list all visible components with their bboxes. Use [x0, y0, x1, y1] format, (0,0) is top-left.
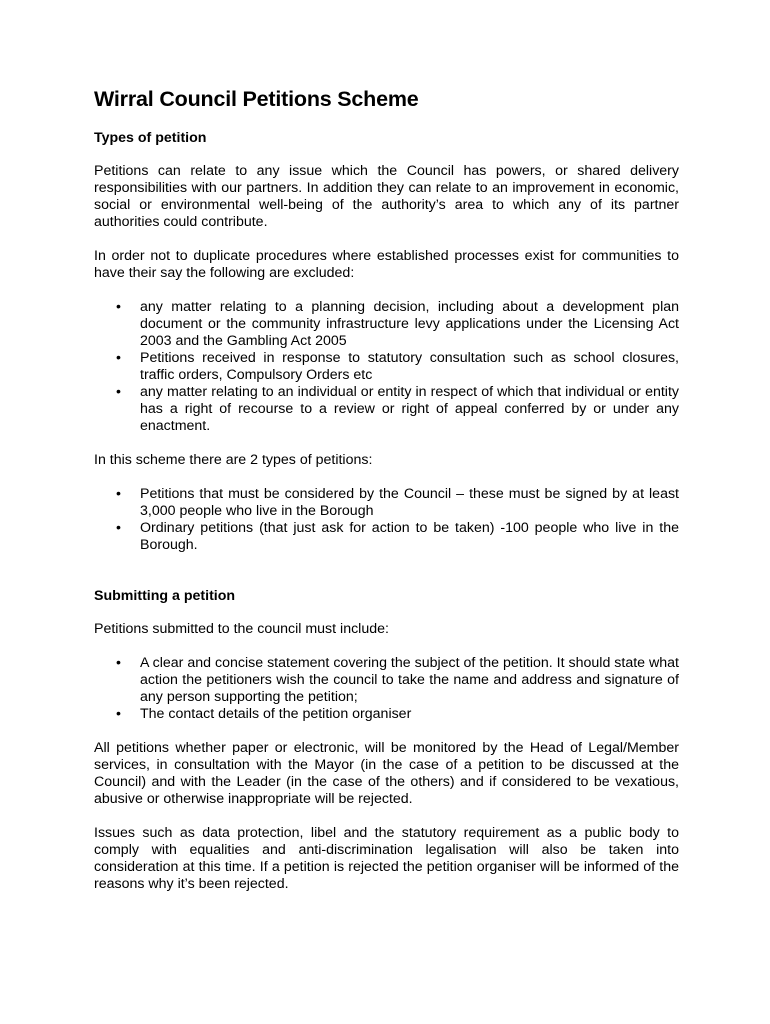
- list-item: [94, 299, 679, 350]
- paragraph-types-intro: In this scheme there are 2 types of petitions:: [94, 452, 373, 468]
- list-item: [94, 655, 679, 706]
- bullet-icon: •: [116, 520, 121, 536]
- list-item: [94, 384, 679, 435]
- list-item-text: A clear and concise statement covering the subject of the petition. It should state what action the petitioners wish the council to take the name and address and signature of any person supporting the petition;: [140, 655, 679, 705]
- petition-types-list: [94, 486, 679, 554]
- list-item-text: Petitions received in response to statutory consultation such as school closures, traffic orders, Compulsory Orders etc: [140, 350, 679, 383]
- list-item-text: Petitions that must be considered by the Council – these must be signed by at least 3,000 people who live in the Borough: [140, 486, 679, 519]
- list-item-text: Ordinary petitions (that just ask for action to be taken) -100 people who live in the Borough.: [140, 520, 679, 553]
- bullet-icon: •: [116, 350, 121, 366]
- document-page: [94, 86, 679, 910]
- list-item: [94, 706, 679, 723]
- paragraph-rejection: Issues such as data protection, libel and the statutory requirement as a public body to comply with equalities and anti-discrimination legalisation will also be taken into consideration at this time. If a petition is rejected the petition organiser will be informed of the reasons why it’s been rejected.: [94, 825, 679, 892]
- section-heading-submitting: Submitting a petition: [94, 588, 236, 604]
- paragraph-submission-intro: Petitions submitted to the council must include:: [94, 621, 389, 637]
- list-item: [94, 486, 679, 520]
- bullet-icon: •: [116, 486, 121, 502]
- bullet-icon: •: [116, 706, 121, 722]
- list-item-text: any matter relating to a planning decision, including about a development plan document or the community infrastructure levy applications under the Licensing Act 2003 and the Gambling Act 2005: [140, 299, 679, 349]
- list-item: [94, 350, 679, 384]
- excluded-list: [94, 299, 679, 435]
- paragraph-exclusions-intro: In order not to duplicate procedures where established processes exist for communities to have their say the following are excluded:: [94, 248, 679, 281]
- bullet-icon: •: [116, 655, 121, 671]
- section-heading-types: Types of petition: [94, 130, 207, 146]
- list-item-text: any matter relating to an individual or entity in respect of which that individual or entity has a right of recourse to a review or right of appeal conferred by or under any enactment.: [140, 384, 679, 434]
- page-title: Wirral Council Petitions Scheme: [94, 87, 419, 111]
- requirements-list: [94, 655, 679, 723]
- bullet-icon: •: [116, 384, 121, 400]
- list-item-text: The contact details of the petition organiser: [140, 706, 412, 722]
- paragraph-monitoring: All petitions whether paper or electronic, will be monitored by the Head of Legal/Member services, in consultation with the Mayor (in the case of a petition to be discussed at the Council) and with the Leader (in the case of the others) and if considered to be vexatious, abusive or otherwise inappropriate will be rejected.: [94, 740, 679, 807]
- paragraph-scope: Petitions can relate to any issue which the Council has powers, or shared delivery responsibilities with our partners. In addition they can relate to an improvement in economic, social or environmental well-being of the authority’s area to which any of its partner authorities could contribute.: [94, 163, 679, 230]
- bullet-icon: •: [116, 299, 121, 315]
- list-item: [94, 520, 679, 554]
